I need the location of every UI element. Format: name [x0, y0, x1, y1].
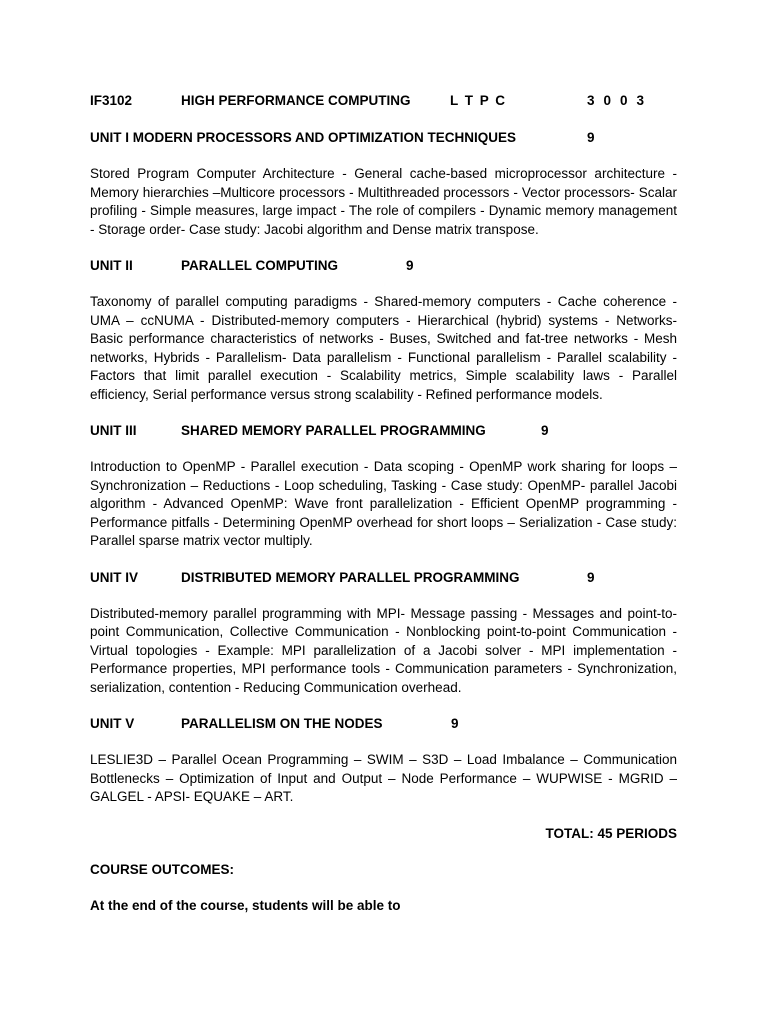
unit-label: UNIT V [90, 716, 135, 731]
unit-4-content: Distributed-memory parallel programming with MPI- Message passing - Messages and point-to-point Communication, Collective Communication - Nonblocking point-to-point Communication - Virtual topologies - Example: MPI parallelization of a Jacobi solver - MPI implementation - Performance properties, MPI performance tools - Communication parameters - Synchronization, serialization, contention - Reducing Communication overhead. [90, 605, 677, 695]
unit-label: UNIT II [90, 258, 133, 273]
unit-hours: 9 [406, 258, 414, 273]
unit-label: UNIT IV [90, 569, 139, 585]
syllabus-page [90, 92, 677, 915]
ltpc-values: 3 0 0 3 [587, 93, 645, 108]
unit-title: PARALLELISM ON THE NODES [181, 716, 383, 731]
course-outcomes-heading: COURSE OUTCOMES: [90, 861, 235, 877]
course-code: IF3102 [90, 93, 133, 108]
course-header [90, 92, 677, 110]
unit-title: PARALLEL COMPUTING [181, 258, 338, 273]
unit-label: UNIT I MODERN PROCESSORS AND OPTIMIZATION TECHNIQUES [90, 130, 517, 145]
unit-label: UNIT III [90, 423, 137, 438]
ltpc-label: L T P C [450, 93, 507, 108]
unit-title: SHARED MEMORY PARALLEL PROGRAMMING [181, 423, 486, 438]
unit-3-heading [90, 422, 677, 440]
unit-5-content: LESLIE3D – Parallel Ocean Programming – SWIM – S3D – Load Imbalance – Communication Bottlenecks – Optimization of Input and Output – Node Performance – WUPWISE - MGRID – GALGEL - APSI- EQUAKE – ART. [90, 752, 677, 804]
unit-1-heading [90, 129, 677, 147]
unit-2-heading [90, 257, 677, 275]
unit-1-content: Stored Program Computer Architecture - General cache-based microprocessor architecture - Memory hierarchies –Multicore processors - Multithreaded processors - Vector processors- Scalar profiling - Simple measures, large impact - The role of compilers - Dynamic memory management - Storage order- Case study: Jacobi algorithm and Dense matrix transpose. [90, 166, 677, 237]
unit-title: DISTRIBUTED MEMORY PARALLEL PROGRAMMING [181, 569, 520, 585]
unit-2-content: Taxonomy of parallel computing paradigms - Shared-memory computers - Cache coherence - UMA – ccNUMA - Distributed-memory computers - Hierarchical (hybrid) systems - Networks- Basic performance characteristics of networks - Buses, Switched and fat-tree networks - Mesh networks, Hybrids - Parallelism- Data parallelism - Functional parallelism - Parallel scalability - Factors that limit parallel execution - Scalability metrics, Simple scalability laws - Parallel efficiency, Serial performance versus strong scalability - Refined performance models. [90, 294, 677, 402]
total-periods: TOTAL: 45 PERIODS [545, 825, 677, 841]
unit-hours: 9 [451, 716, 459, 731]
unit-5-heading [90, 715, 677, 733]
unit-4-heading [90, 569, 677, 587]
course-title: HIGH PERFORMANCE COMPUTING [181, 93, 411, 108]
unit-hours: 9 [541, 423, 549, 438]
course-outcomes-intro: At the end of the course, students will be able to [90, 897, 401, 913]
unit-hours: 9 [587, 569, 595, 585]
unit-hours: 9 [587, 130, 595, 145]
unit-3-content: Introduction to OpenMP - Parallel execution - Data scoping - OpenMP work sharing for loops – Synchronization – Reductions - Loop scheduling, Tasking - Case study: OpenMP- parallel Jacobi algorithm - Advanced OpenMP: Wave front parallelization - Efficient OpenMP programming - Performance pitfalls - Determining OpenMP overhead for short loops – Serialization - Case study: Parallel sparse matrix vector multiply. [90, 459, 677, 548]
